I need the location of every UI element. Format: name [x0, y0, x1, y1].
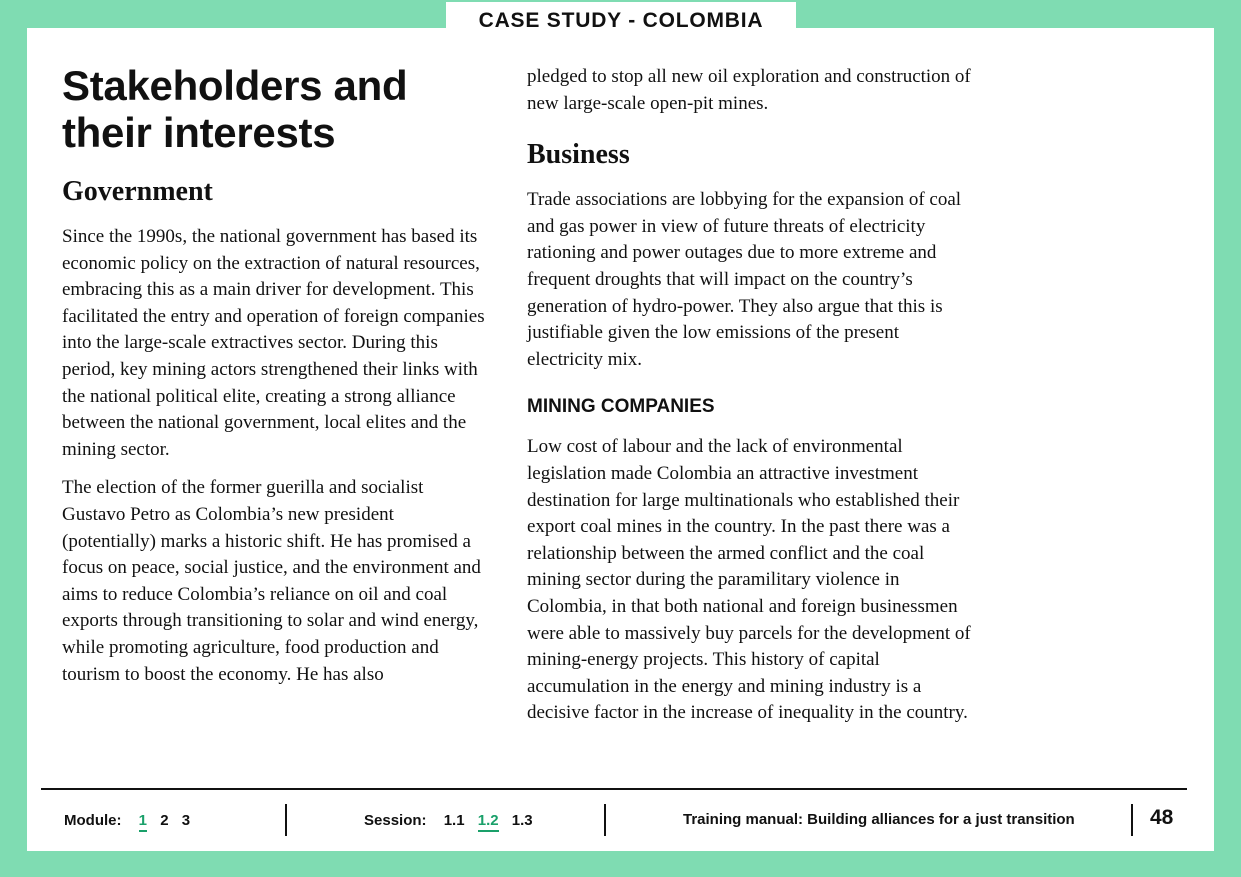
module-nav — [64, 812, 190, 832]
manual-title: Training manual: Building alliances for a just transition — [683, 811, 1075, 828]
session-link-1-1[interactable]: 1.1 — [443, 812, 465, 829]
left-column — [62, 58, 487, 700]
business-paragraph: Trade associations are lobbying for the expansion of coal and gas power in view of future threats of electricity rationing and power outages due to more extreme and frequent droughts that will impact on the country’s generation of hydro-power. They also argue that this is justifiable given the low emissions of the present electricity mix. — [527, 189, 962, 370]
module-link-2[interactable]: 2 — [160, 812, 169, 829]
footer-divider — [41, 788, 1187, 790]
session-label: Session: — [364, 812, 427, 829]
government-paragraph-2: The election of the former guerilla and socialist Gustavo Petro as Colombia’s new president (potentially) marks a historic shift. He has promised a focus on peace, social justice, and the environment and aims to reduce Colombia’s reliance on oil and coal exports through transitioning to solar and wind energy, while promoting agriculture, food production and tourism to boost the economy. He has also — [62, 477, 481, 685]
government-heading: Government — [62, 176, 213, 207]
module-link-3[interactable]: 3 — [181, 812, 191, 829]
module-link-1[interactable]: 1 — [139, 812, 147, 832]
business-heading: Business — [527, 139, 630, 171]
mining-companies-heading: MINING COMPANIES — [527, 396, 715, 418]
session-link-1-2[interactable]: 1.2 — [478, 812, 499, 832]
right-column — [527, 64, 977, 739]
module-label: Module: — [64, 812, 122, 829]
continued-paragraph: pledged to stop all new oil exploration and construction of new large-scale open-pit mines. — [527, 66, 971, 114]
session-link-1-3[interactable]: 1.3 — [511, 812, 533, 829]
footer-separator — [604, 804, 606, 836]
page-number: 48 — [1150, 806, 1174, 829]
mining-companies-paragraph: Low cost of labour and the lack of environmental legislation made Colombia an attractive investment destination for large multinationals who established their export coal mines in the country. In the past there was a relationship between the armed conflict and the coal mining sector during the paramilitary violence in Colombia, in that both national and foreign businessmen were able to massively buy parcels for the development of mining-energy projects. This history of capital accumulation in the energy and mining industry is a decisive factor in the increase of inequality in the country. — [527, 436, 971, 724]
government-paragraph-1: Since the 1990s, the national government has based its economic policy on the extraction of natural resources, embracing this as a main driver for development. This facilitated the entry and operation of foreign companies into the large-scale extractives sector. During this period, key mining actors strengthened their links with the national political elite, creating a strong alliance between the national government, local elites and the mining sector. — [62, 226, 485, 460]
session-nav — [364, 812, 533, 832]
footer-separator — [1131, 804, 1133, 836]
case-study-tab: CASE STUDY - COLOMBIA — [446, 2, 796, 38]
page-title: Stakeholders and their interests — [62, 62, 408, 156]
footer-separator — [285, 804, 287, 836]
